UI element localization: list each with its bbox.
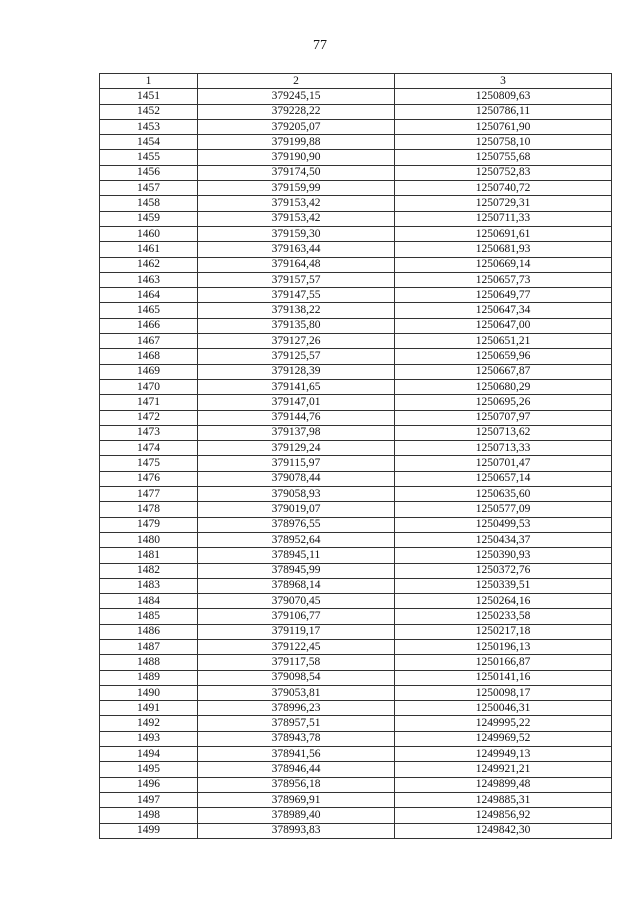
x-coordinate-cell: 379127,26: [198, 334, 395, 349]
column-header-2: 2: [198, 74, 395, 89]
table-row: [100, 135, 612, 150]
point-number-cell: 1492: [100, 716, 198, 731]
x-coordinate-cell: 379245,15: [198, 89, 395, 104]
table-row: [100, 548, 612, 563]
y-coordinate-cell: 1250711,33: [395, 211, 612, 226]
table-row: [100, 334, 612, 349]
x-coordinate-cell: 379053,81: [198, 685, 395, 700]
table-row: [100, 364, 612, 379]
point-number-cell: 1481: [100, 548, 198, 563]
table-row: [100, 792, 612, 807]
table-row: [100, 777, 612, 792]
table-row: [100, 89, 612, 104]
x-coordinate-cell: 379157,57: [198, 272, 395, 287]
y-coordinate-cell: 1250729,31: [395, 196, 612, 211]
table-row: [100, 181, 612, 196]
y-coordinate-cell: 1250740,72: [395, 181, 612, 196]
x-coordinate-cell: 379115,97: [198, 456, 395, 471]
x-coordinate-cell: 379163,44: [198, 242, 395, 257]
x-coordinate-cell: 379122,45: [198, 639, 395, 654]
point-number-cell: 1494: [100, 747, 198, 762]
x-coordinate-cell: 379128,39: [198, 364, 395, 379]
table-header-row: [100, 74, 612, 89]
point-number-cell: 1467: [100, 334, 198, 349]
table-row: [100, 349, 612, 364]
point-number-cell: 1483: [100, 578, 198, 593]
y-coordinate-cell: 1250141,16: [395, 670, 612, 685]
point-number-cell: 1474: [100, 441, 198, 456]
table-row: [100, 226, 612, 241]
table-row: [100, 456, 612, 471]
table-row: [100, 731, 612, 746]
table-row: [100, 808, 612, 823]
x-coordinate-cell: 378956,18: [198, 777, 395, 792]
point-number-cell: 1464: [100, 288, 198, 303]
y-coordinate-cell: 1250434,37: [395, 532, 612, 547]
x-coordinate-cell: 379138,22: [198, 303, 395, 318]
y-coordinate-cell: 1250390,93: [395, 548, 612, 563]
table-row: [100, 517, 612, 532]
y-coordinate-cell: 1250657,14: [395, 471, 612, 486]
y-coordinate-cell: 1250657,73: [395, 272, 612, 287]
table-row: [100, 609, 612, 624]
point-number-cell: 1452: [100, 104, 198, 119]
table-row: [100, 410, 612, 425]
y-coordinate-cell: 1250046,31: [395, 701, 612, 716]
x-coordinate-cell: 379153,42: [198, 211, 395, 226]
point-number-cell: 1478: [100, 502, 198, 517]
point-number-cell: 1499: [100, 823, 198, 838]
x-coordinate-cell: 379147,01: [198, 395, 395, 410]
y-coordinate-cell: 1250755,68: [395, 150, 612, 165]
y-coordinate-cell: 1250809,63: [395, 89, 612, 104]
table-row: [100, 701, 612, 716]
x-coordinate-cell: 379117,58: [198, 655, 395, 670]
point-number-cell: 1495: [100, 762, 198, 777]
x-coordinate-cell: 379147,55: [198, 288, 395, 303]
table-row: [100, 747, 612, 762]
x-coordinate-cell: 379141,65: [198, 379, 395, 394]
x-coordinate-cell: 379137,98: [198, 425, 395, 440]
table-row: [100, 532, 612, 547]
x-coordinate-cell: 378945,11: [198, 548, 395, 563]
table-row: [100, 762, 612, 777]
point-number-cell: 1466: [100, 318, 198, 333]
y-coordinate-cell: 1250669,14: [395, 257, 612, 272]
x-coordinate-cell: 379153,42: [198, 196, 395, 211]
point-number-cell: 1489: [100, 670, 198, 685]
point-number-cell: 1485: [100, 609, 198, 624]
x-coordinate-cell: 379199,88: [198, 135, 395, 150]
y-coordinate-cell: 1249969,52: [395, 731, 612, 746]
table-row: [100, 563, 612, 578]
point-number-cell: 1493: [100, 731, 198, 746]
table-row: [100, 471, 612, 486]
table-row: [100, 639, 612, 654]
x-coordinate-cell: 379135,80: [198, 318, 395, 333]
y-coordinate-cell: 1250761,90: [395, 119, 612, 134]
column-header-3: 3: [395, 74, 612, 89]
point-number-cell: 1484: [100, 594, 198, 609]
y-coordinate-cell: 1250659,96: [395, 349, 612, 364]
y-coordinate-cell: 1249856,92: [395, 808, 612, 823]
y-coordinate-cell: 1250264,16: [395, 594, 612, 609]
x-coordinate-cell: 378945,99: [198, 563, 395, 578]
table-row: [100, 655, 612, 670]
y-coordinate-cell: 1250786,11: [395, 104, 612, 119]
y-coordinate-cell: 1250649,77: [395, 288, 612, 303]
y-coordinate-cell: 1250667,87: [395, 364, 612, 379]
point-number-cell: 1472: [100, 410, 198, 425]
y-coordinate-cell: 1249949,13: [395, 747, 612, 762]
table-row: [100, 670, 612, 685]
point-number-cell: 1461: [100, 242, 198, 257]
point-number-cell: 1477: [100, 487, 198, 502]
y-coordinate-cell: 1249921,21: [395, 762, 612, 777]
page-number: 77: [313, 38, 327, 53]
y-coordinate-cell: 1250681,93: [395, 242, 612, 257]
point-number-cell: 1470: [100, 379, 198, 394]
x-coordinate-cell: 379058,93: [198, 487, 395, 502]
y-coordinate-cell: 1250651,21: [395, 334, 612, 349]
column-header-1: 1: [100, 74, 198, 89]
point-number-cell: 1488: [100, 655, 198, 670]
y-coordinate-cell: 1250577,09: [395, 502, 612, 517]
x-coordinate-cell: 379019,07: [198, 502, 395, 517]
y-coordinate-cell: 1249995,22: [395, 716, 612, 731]
point-number-cell: 1460: [100, 226, 198, 241]
x-coordinate-cell: 378968,14: [198, 578, 395, 593]
table-row: [100, 211, 612, 226]
x-coordinate-cell: 379144,76: [198, 410, 395, 425]
table-body: [100, 89, 612, 839]
table-row: [100, 242, 612, 257]
table-row: [100, 272, 612, 287]
x-coordinate-cell: 379119,17: [198, 624, 395, 639]
x-coordinate-cell: 378941,56: [198, 747, 395, 762]
point-number-cell: 1487: [100, 639, 198, 654]
y-coordinate-cell: 1250372,76: [395, 563, 612, 578]
table-row: [100, 196, 612, 211]
point-number-cell: 1473: [100, 425, 198, 440]
table-row: [100, 119, 612, 134]
x-coordinate-cell: 379164,48: [198, 257, 395, 272]
x-coordinate-cell: 379098,54: [198, 670, 395, 685]
y-coordinate-cell: 1250752,83: [395, 165, 612, 180]
table-row: [100, 594, 612, 609]
y-coordinate-cell: 1250217,18: [395, 624, 612, 639]
y-coordinate-cell: 1250680,29: [395, 379, 612, 394]
table-row: [100, 395, 612, 410]
table-row: [100, 303, 612, 318]
table-row: [100, 425, 612, 440]
point-number-cell: 1490: [100, 685, 198, 700]
point-number-cell: 1496: [100, 777, 198, 792]
x-coordinate-cell: 379129,24: [198, 441, 395, 456]
point-number-cell: 1454: [100, 135, 198, 150]
point-number-cell: 1482: [100, 563, 198, 578]
table-row: [100, 487, 612, 502]
point-number-cell: 1491: [100, 701, 198, 716]
point-number-cell: 1455: [100, 150, 198, 165]
point-number-cell: 1498: [100, 808, 198, 823]
y-coordinate-cell: 1249899,48: [395, 777, 612, 792]
table-row: [100, 379, 612, 394]
x-coordinate-cell: 378969,91: [198, 792, 395, 807]
y-coordinate-cell: 1250339,51: [395, 578, 612, 593]
point-number-cell: 1476: [100, 471, 198, 486]
point-number-cell: 1468: [100, 349, 198, 364]
x-coordinate-cell: 378943,78: [198, 731, 395, 746]
y-coordinate-cell: 1250499,53: [395, 517, 612, 532]
x-coordinate-cell: 379159,99: [198, 181, 395, 196]
point-number-cell: 1457: [100, 181, 198, 196]
table-row: [100, 685, 612, 700]
table-row: [100, 165, 612, 180]
point-number-cell: 1451: [100, 89, 198, 104]
y-coordinate-cell: 1250713,33: [395, 441, 612, 456]
point-number-cell: 1459: [100, 211, 198, 226]
y-coordinate-cell: 1250647,34: [395, 303, 612, 318]
y-coordinate-cell: 1250701,47: [395, 456, 612, 471]
x-coordinate-cell: 378996,23: [198, 701, 395, 716]
point-number-cell: 1471: [100, 395, 198, 410]
y-coordinate-cell: 1249842,30: [395, 823, 612, 838]
point-number-cell: 1486: [100, 624, 198, 639]
y-coordinate-cell: 1250635,60: [395, 487, 612, 502]
x-coordinate-cell: 379190,90: [198, 150, 395, 165]
point-number-cell: 1458: [100, 196, 198, 211]
x-coordinate-cell: 379228,22: [198, 104, 395, 119]
table-row: [100, 318, 612, 333]
table-row: [100, 502, 612, 517]
y-coordinate-cell: 1250098,17: [395, 685, 612, 700]
x-coordinate-cell: 379078,44: [198, 471, 395, 486]
point-number-cell: 1463: [100, 272, 198, 287]
x-coordinate-cell: 378952,64: [198, 532, 395, 547]
y-coordinate-cell: 1250647,00: [395, 318, 612, 333]
table-row: [100, 823, 612, 838]
y-coordinate-cell: 1250695,26: [395, 395, 612, 410]
point-number-cell: 1497: [100, 792, 198, 807]
x-coordinate-cell: 378976,55: [198, 517, 395, 532]
point-number-cell: 1456: [100, 165, 198, 180]
point-number-cell: 1475: [100, 456, 198, 471]
table-row: [100, 104, 612, 119]
y-coordinate-cell: 1250758,10: [395, 135, 612, 150]
coordinates-table: [99, 73, 612, 839]
x-coordinate-cell: 379070,45: [198, 594, 395, 609]
table-row: [100, 150, 612, 165]
x-coordinate-cell: 378989,40: [198, 808, 395, 823]
table-row: [100, 441, 612, 456]
table-row: [100, 716, 612, 731]
y-coordinate-cell: 1249885,31: [395, 792, 612, 807]
y-coordinate-cell: 1250707,97: [395, 410, 612, 425]
x-coordinate-cell: 379125,57: [198, 349, 395, 364]
y-coordinate-cell: 1250166,87: [395, 655, 612, 670]
y-coordinate-cell: 1250691,61: [395, 226, 612, 241]
x-coordinate-cell: 378993,83: [198, 823, 395, 838]
table-row: [100, 288, 612, 303]
x-coordinate-cell: 379159,30: [198, 226, 395, 241]
table-row: [100, 624, 612, 639]
y-coordinate-cell: 1250196,13: [395, 639, 612, 654]
x-coordinate-cell: 379106,77: [198, 609, 395, 624]
point-number-cell: 1465: [100, 303, 198, 318]
point-number-cell: 1480: [100, 532, 198, 547]
x-coordinate-cell: 378957,51: [198, 716, 395, 731]
x-coordinate-cell: 379174,50: [198, 165, 395, 180]
point-number-cell: 1479: [100, 517, 198, 532]
point-number-cell: 1453: [100, 119, 198, 134]
table-row: [100, 257, 612, 272]
point-number-cell: 1469: [100, 364, 198, 379]
x-coordinate-cell: 378946,44: [198, 762, 395, 777]
table-row: [100, 578, 612, 593]
y-coordinate-cell: 1250233,58: [395, 609, 612, 624]
y-coordinate-cell: 1250713,62: [395, 425, 612, 440]
point-number-cell: 1462: [100, 257, 198, 272]
x-coordinate-cell: 379205,07: [198, 119, 395, 134]
